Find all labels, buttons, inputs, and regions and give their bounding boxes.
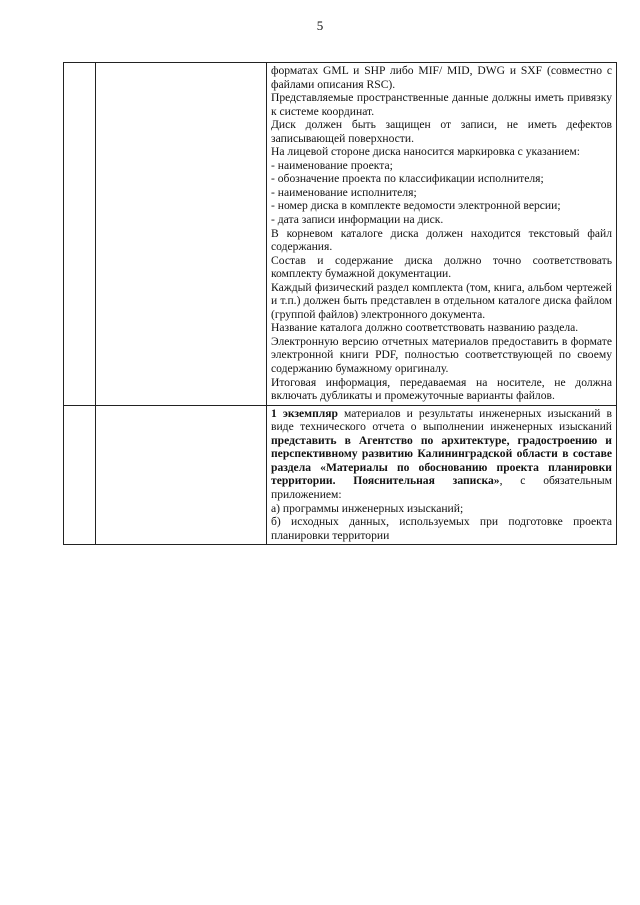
list-item: - обозначение проекта по классификации исполнителя; [271,172,544,186]
submission-paragraph [271,407,612,502]
paragraph: В корневом каталоге диска должен находится текстовый файл содержания. [271,226,612,254]
paragraph: Диск должен быть защищен от записи, не иметь дефектов записывающей поверхности. [271,118,612,145]
row-title-cell [96,405,267,544]
disk-requirements-text [267,63,616,405]
list-item: - наименование проекта; [271,158,393,172]
submission-text-part: материалов и результаты инженерных изысканий в виде технического отчета о выполнении инженерных изысканий [271,406,613,434]
table-row [64,63,617,406]
row-number-cell [64,405,96,544]
paragraph: На лицевой стороне диска наносится маркировка с указанием: [271,145,580,159]
list-item: - дата записи информации на диск. [271,213,444,227]
paragraph: форматах GML и SHP либо MIF/ MID, DWG и SXF (совместно с файлами описания RSC). [271,64,612,91]
row-title-cell [96,63,267,406]
table-row [64,405,617,544]
requirements-table [63,62,617,545]
agency-name: представить в Агентство по архитектуре, градостроению и перспективному развитию Калининградской области в составе раздела «Материалы по обоснованию проекта планировки территории. Пояснительная записка» [271,433,612,488]
paragraph: Название каталога должно соответствовать названию раздела. [271,321,579,335]
row-content-cell [267,405,617,544]
list-item: а) программы инженерных изысканий; [271,501,464,515]
submission-text [267,406,616,544]
list-item: б) исходных данных, используемых при подготовке проекта планировки территории [271,515,612,542]
paragraph: Итоговая информация, передаваемая на носителе, не должна включать дубликаты и промежуточные варианты файлов. [271,375,612,403]
list-item: - номер диска в комплекте ведомости электронной версии; [271,199,561,213]
copies-count: 1 экземпляр [271,406,338,420]
submission-text-part: , с обязательным приложением: [271,474,613,501]
list-item: - наименование исполнителя; [271,185,417,199]
paragraph: Состав и содержание диска должно точно соответствовать комплекту бумажной документации. [271,253,612,281]
paragraph: Представляемые пространственные данные должны иметь привязку к системе координат. [271,91,612,118]
paragraph: Электронную версию отчетных материалов предоставить в формате электронной книги PDF, полностью соответствующей по своему содержанию бумажному оригиналу. [271,334,612,376]
row-content-cell [267,63,617,406]
paragraph: Каждый физический раздел комплекта (том, книга, альбом чертежей и т.п.) должен быть представлен в отдельном каталоге диска файлом (группой файлов) электронного документа. [271,280,612,321]
row-number-cell [64,63,96,406]
page-number: 5 [316,18,324,33]
